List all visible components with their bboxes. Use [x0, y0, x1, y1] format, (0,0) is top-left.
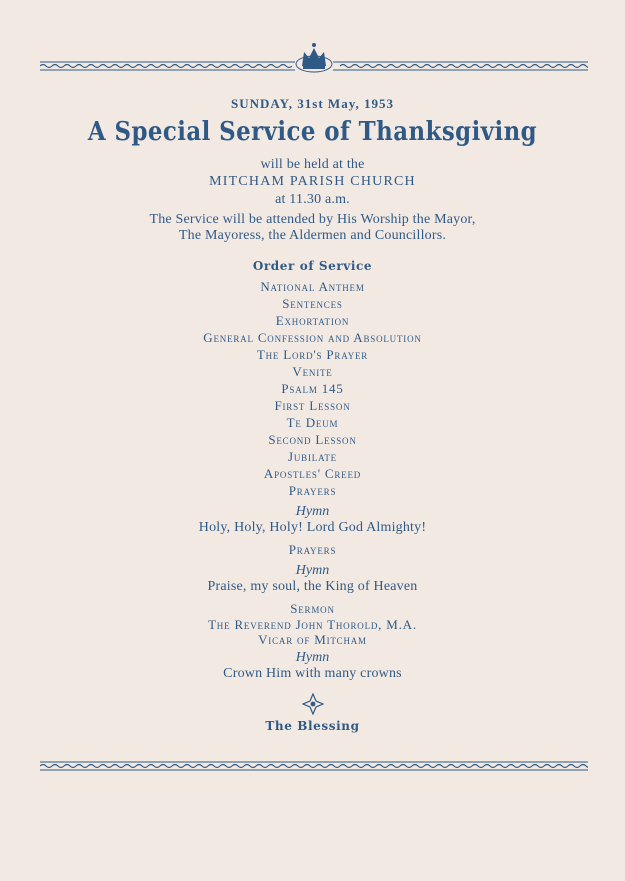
order-heading: Order of Service	[252, 259, 373, 273]
order-item: Te Deum	[286, 415, 339, 430]
order-item: Prayers	[288, 542, 337, 557]
order-item: National Anthem	[260, 279, 365, 294]
hymn-title: Crown Him with many crowns	[223, 666, 402, 681]
order-item: Sentences	[282, 296, 343, 311]
ornament-cross-icon	[302, 693, 324, 715]
order-item: Apostles' Creed	[263, 466, 362, 481]
order-item: First Lesson	[274, 398, 351, 413]
hymn-label: Hymn	[295, 563, 330, 578]
intro-line: will be held at the	[260, 157, 365, 172]
closing-blessing: The Blessing	[265, 719, 360, 733]
hymn-title: Praise, my soul, the King of Heaven	[207, 579, 418, 594]
order-item: Jubilate	[288, 449, 337, 464]
preacher-name: The Reverend John Thorold, M.A.	[208, 617, 417, 632]
order-item: Prayers	[288, 483, 337, 498]
hymn-title: Holy, Holy, Holy! Lord God Almighty!	[198, 520, 427, 535]
preacher-role: Vicar of Mitcham	[258, 632, 367, 647]
attendance-line-2: The Mayoress, the Aldermen and Councillors.	[178, 228, 447, 243]
page-title: A Special Service of Thanksgiving	[87, 117, 538, 147]
order-item: General Confession and Absolution	[203, 330, 422, 345]
order-item: Second Lesson	[268, 432, 357, 447]
attendance-line-1: The Service will be attended by His Worship the Mayor,	[149, 212, 476, 227]
decorative-border-bottom	[40, 761, 588, 771]
sermon-label: Sermon	[290, 601, 335, 616]
order-item: Psalm 145	[281, 381, 344, 396]
order-item: The Lord's Prayer	[256, 347, 369, 362]
order-item: Venite	[292, 364, 333, 379]
order-item: Exhortation	[275, 313, 350, 328]
crown-icon	[295, 40, 333, 74]
hymn-label: Hymn	[295, 650, 330, 665]
service-time: at 11.30 a.m.	[275, 192, 350, 207]
service-date: SUNDAY, 31st May, 1953	[231, 96, 394, 111]
location: MITCHAM PARISH CHURCH	[209, 174, 416, 189]
hymn-label: Hymn	[295, 504, 330, 519]
